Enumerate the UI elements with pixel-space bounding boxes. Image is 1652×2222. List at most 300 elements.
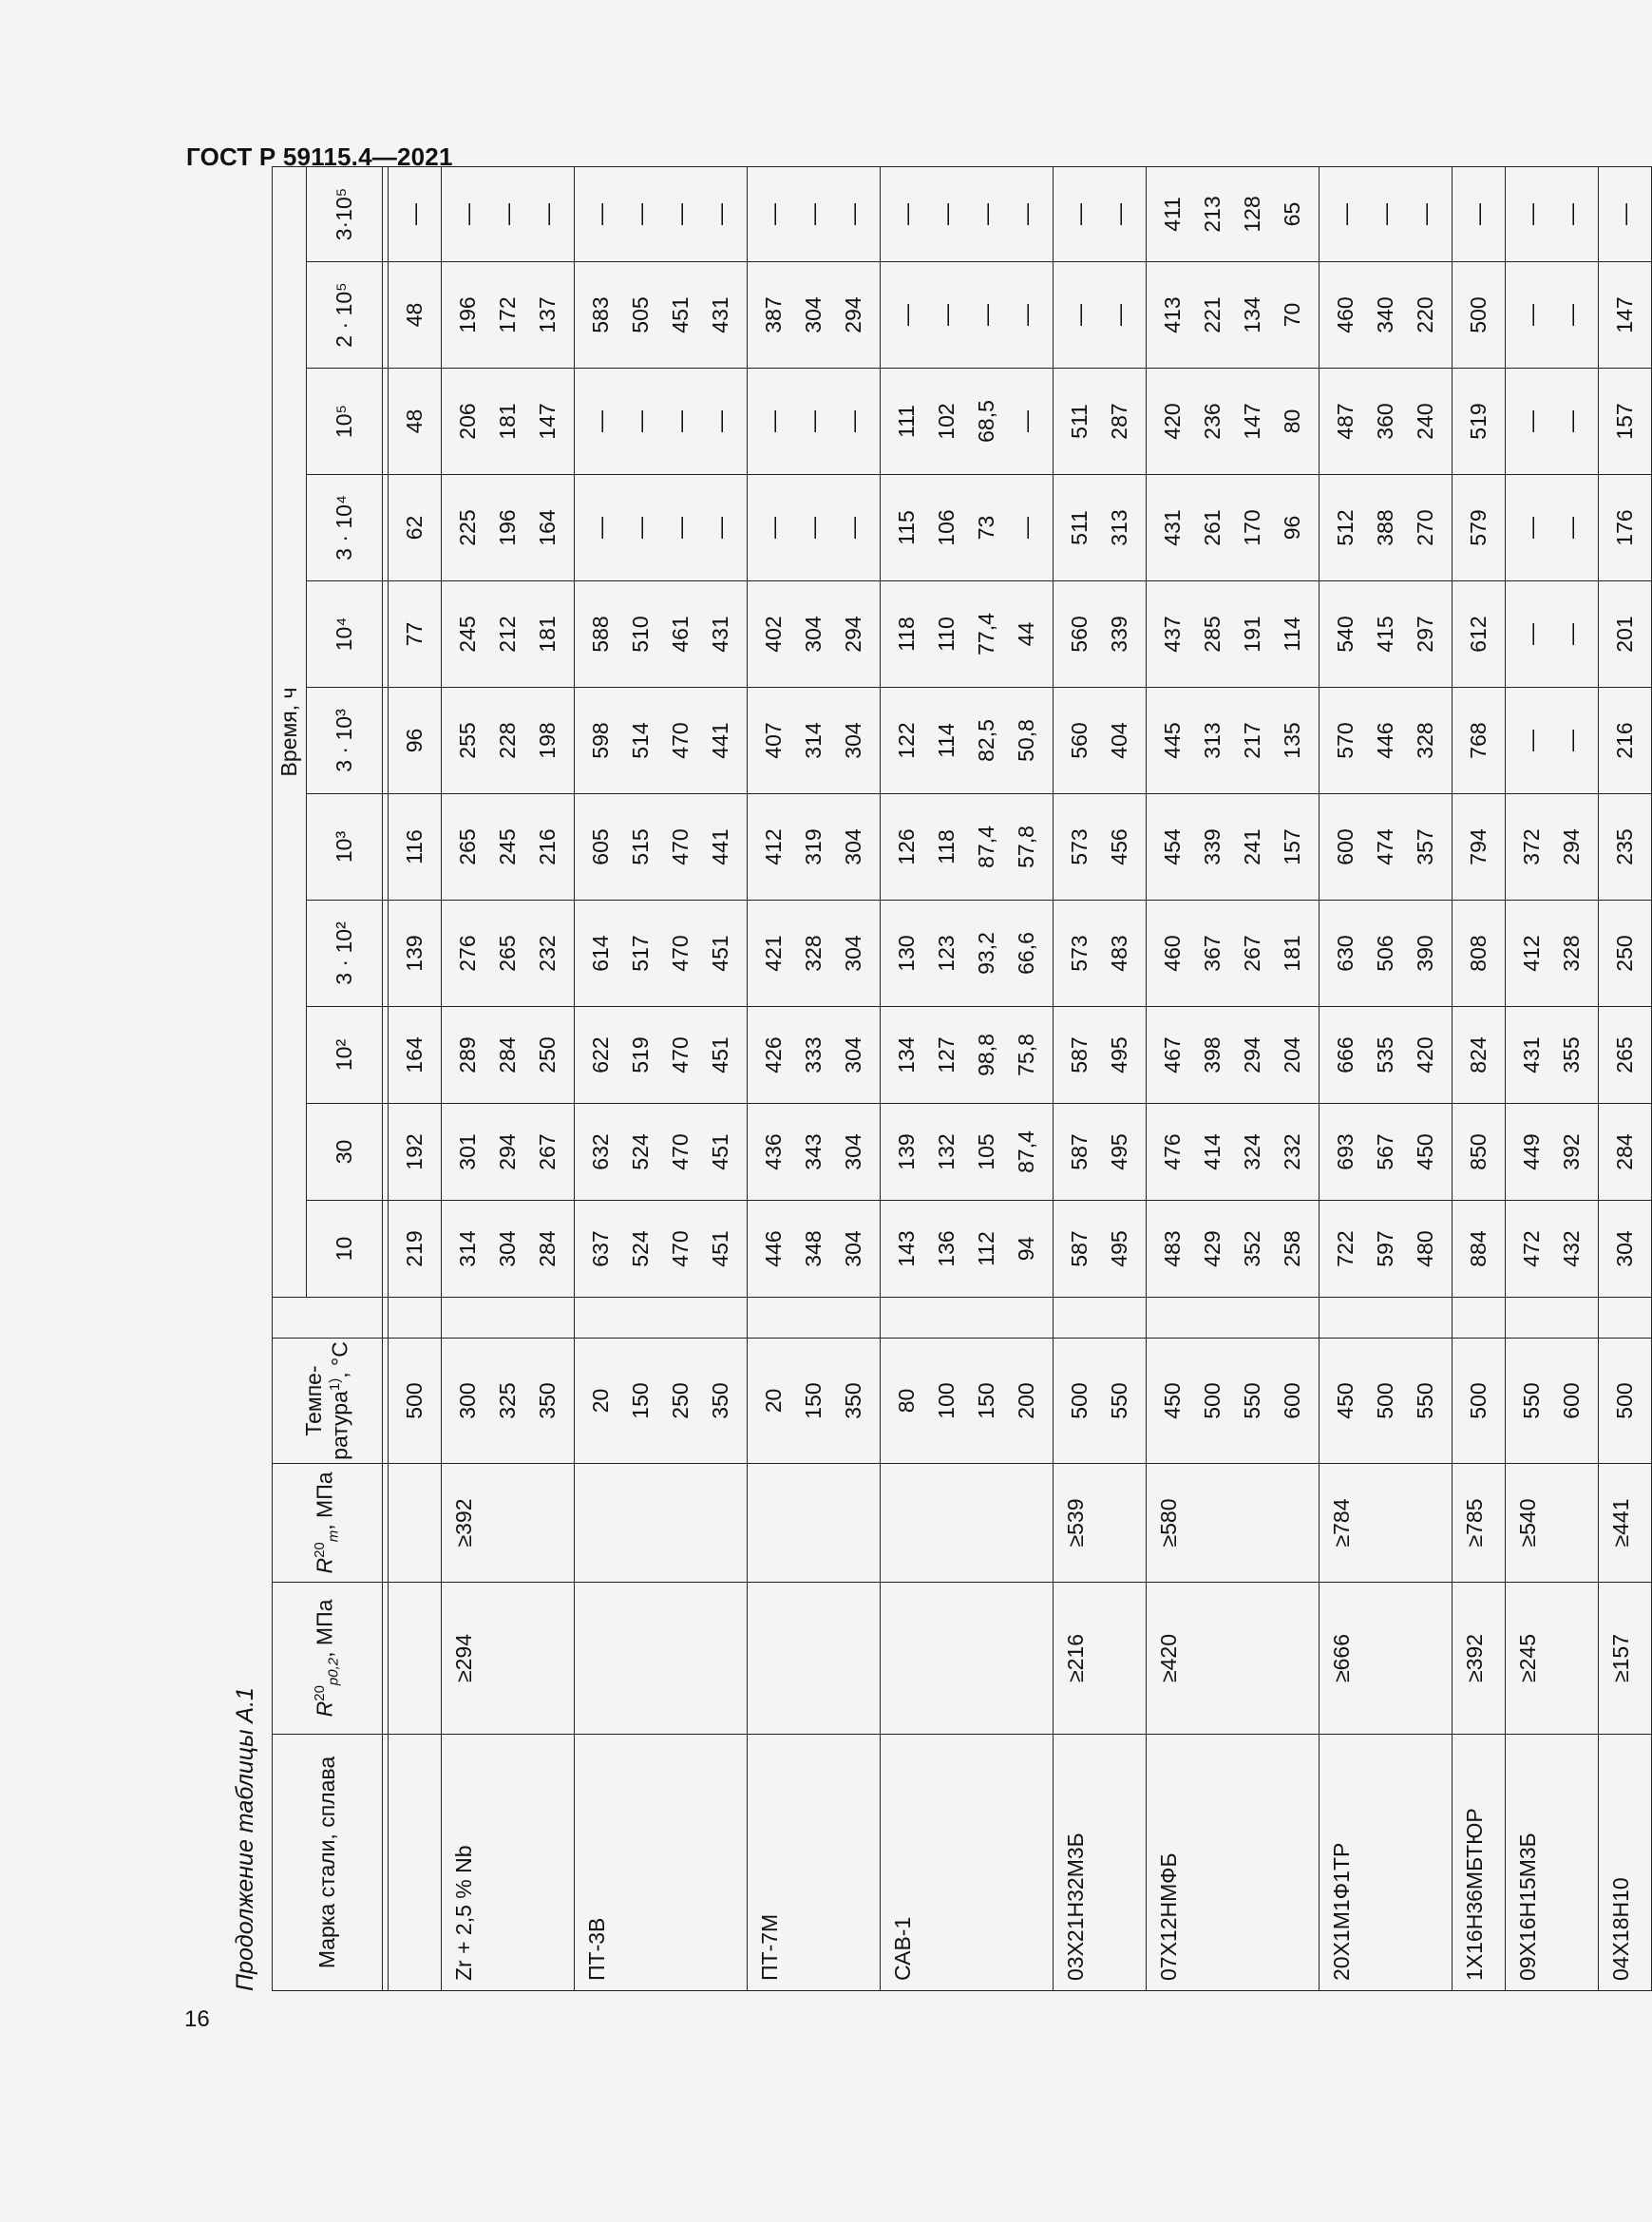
rm-unit: , МПа: [313, 1472, 338, 1530]
strength-value: —: [1466, 202, 1491, 225]
value-cell: [881, 166, 1054, 261]
strength-value: —: [1107, 304, 1131, 326]
strength-value: 116: [402, 829, 427, 864]
header-time-col: 10⁴: [307, 581, 383, 688]
value-cell: [881, 1201, 1054, 1298]
temperature-value: 350: [708, 1382, 732, 1419]
strength-value: 587: [1067, 1036, 1092, 1073]
value-cell: [1599, 794, 1652, 901]
rp02-cell: [575, 1583, 748, 1735]
value-cell: [389, 794, 442, 901]
strength-value: 450: [1413, 1133, 1437, 1170]
value-cell: [1599, 475, 1652, 581]
strength-value: —: [708, 202, 732, 225]
value-cell: [575, 166, 748, 261]
strength-value: 127: [934, 1036, 959, 1073]
strength-value: —: [668, 202, 693, 225]
strength-value: 221: [1200, 296, 1225, 333]
strength-value: —: [1014, 304, 1038, 326]
table-row: [1453, 166, 1506, 1990]
strength-value: 319: [801, 828, 826, 865]
strength-value: 768: [1466, 722, 1491, 759]
strength-value: 487: [1333, 403, 1358, 440]
strength-value: 722: [1333, 1230, 1358, 1267]
value-cell: [442, 262, 575, 369]
strength-value: 304: [841, 935, 865, 972]
strength-value: 304: [841, 1133, 865, 1170]
strength-value: 597: [1373, 1230, 1397, 1267]
value-cell: [1147, 262, 1320, 369]
rm-cell: ≥539: [1054, 1464, 1147, 1583]
strength-value: 630: [1333, 935, 1358, 972]
table-caption: Продолжение таблицы А.1: [232, 1687, 258, 1991]
value-cell: [881, 1104, 1054, 1201]
spacer-cell: [1599, 1298, 1652, 1339]
strength-value: 407: [761, 722, 786, 759]
strength-value: —: [588, 517, 613, 539]
strength-value: 392: [1559, 1133, 1584, 1170]
strength-value: 451: [708, 1230, 732, 1267]
strength-value: 220: [1413, 296, 1437, 333]
rm-cell: ≥580: [1147, 1464, 1320, 1583]
value-cell: [1147, 1007, 1320, 1104]
temperature-value: 325: [495, 1382, 520, 1419]
material-cell: 1Х16Н36МБТЮР: [1453, 1735, 1506, 1991]
value-cell: [1054, 475, 1147, 581]
temperature-value: 550: [1240, 1382, 1264, 1419]
strength-value: 245: [495, 828, 520, 865]
strength-value: 560: [1067, 616, 1092, 653]
value-cell: [1054, 1104, 1147, 1201]
temperature-value: 350: [841, 1382, 865, 1419]
strength-value: 587: [1067, 1133, 1092, 1170]
strength-value: 637: [588, 1230, 613, 1267]
value-cell: [1320, 1007, 1453, 1104]
temperature-value: 250: [668, 1382, 693, 1419]
strength-value: 139: [402, 935, 427, 972]
strength-value: 460: [1333, 296, 1358, 333]
strength-value: 441: [708, 828, 732, 865]
strength-value: 495: [1107, 1230, 1131, 1267]
value-cell: [1506, 1007, 1599, 1104]
strength-value: —: [841, 410, 865, 432]
strength-value: 340: [1373, 296, 1397, 333]
value-cell: [1599, 1007, 1652, 1104]
header-time-col: 10³: [307, 794, 383, 901]
strength-value: 114: [934, 723, 959, 758]
strength-value: —: [588, 410, 613, 432]
strength-value: 420: [1160, 403, 1185, 440]
strength-value: 402: [761, 616, 786, 653]
value-cell: [1453, 1201, 1506, 1298]
table-row: [1054, 166, 1147, 1990]
value-cell: [1147, 901, 1320, 1007]
strength-value: 328: [1559, 935, 1584, 972]
strength-value: 110: [934, 617, 959, 652]
strength-value: —: [668, 517, 693, 539]
temperature-value: 80: [894, 1388, 919, 1414]
strength-value: 73: [974, 515, 998, 541]
value-cell: [1453, 901, 1506, 1007]
strength-value: 265: [455, 828, 480, 865]
strength-value: —: [761, 410, 786, 432]
strength-value: 451: [708, 1133, 732, 1170]
value-cell: [881, 1007, 1054, 1104]
rm-cell: ≥441: [1599, 1464, 1652, 1583]
strength-value: 512: [1333, 509, 1358, 546]
value-cell: [881, 794, 1054, 901]
strength-value: 367: [1200, 935, 1225, 972]
strength-value: 431: [1519, 1036, 1544, 1073]
rm-sub: m: [325, 1529, 342, 1543]
rm-cell: ≥392: [442, 1464, 575, 1583]
value-cell: [1506, 1201, 1599, 1298]
value-cell: [575, 1201, 748, 1298]
value-cell: [748, 794, 881, 901]
strength-value: 414: [1200, 1133, 1225, 1170]
strength-value: 115: [894, 510, 919, 545]
strength-value: 294: [495, 1133, 520, 1170]
strength-value: 467: [1160, 1036, 1185, 1073]
value-cell: [1453, 262, 1506, 369]
strength-value: 415: [1373, 616, 1397, 653]
strength-value: 68,5: [974, 400, 998, 443]
strength-value: 474: [1373, 828, 1397, 865]
header-spacer: [273, 1298, 383, 1339]
value-cell: [1320, 262, 1453, 369]
table-row: [1320, 166, 1453, 1990]
strength-value: 66,6: [1014, 932, 1038, 975]
strength-value: 431: [708, 616, 732, 653]
value-cell: [1599, 166, 1652, 261]
strength-value: 420: [1413, 1036, 1437, 1073]
strength-value: 850: [1466, 1133, 1491, 1170]
value-cell: [1054, 901, 1147, 1007]
value-cell: [748, 581, 881, 688]
strength-value: 147: [1240, 403, 1264, 440]
table-row: [1599, 166, 1652, 1990]
strength-value: 261: [1200, 509, 1225, 546]
value-cell: [1320, 1201, 1453, 1298]
strength-value: 62: [402, 515, 427, 541]
strength-value: 429: [1200, 1230, 1225, 1267]
strength-value: 265: [495, 935, 520, 972]
strength-value: 360: [1373, 403, 1397, 440]
strength-value: 483: [1107, 935, 1131, 972]
strength-value: 413: [1160, 296, 1185, 333]
value-cell: [389, 166, 442, 261]
temperature-value: 20: [761, 1388, 786, 1414]
rp-unit: , МПа: [313, 1599, 338, 1658]
strength-value: 258: [1280, 1230, 1304, 1267]
strength-value: 50,8: [1014, 719, 1038, 762]
value-cell: [1506, 688, 1599, 794]
strength-value: —: [974, 304, 998, 326]
table-body: [383, 166, 1652, 1990]
strength-value: 250: [535, 1036, 560, 1073]
strength-value: 500: [1466, 296, 1491, 333]
strength-value: 573: [1067, 935, 1092, 972]
value-cell: [1453, 688, 1506, 794]
strength-value: 132: [934, 1133, 959, 1170]
strength-value: 48: [402, 408, 427, 434]
strength-value: 198: [535, 722, 560, 759]
strength-value: 622: [588, 1036, 613, 1073]
strength-value: 480: [1413, 1230, 1437, 1267]
strength-value: 44: [1014, 621, 1038, 647]
strength-value: —: [801, 410, 826, 432]
strength-value: —: [1519, 410, 1544, 432]
value-cell: [1320, 688, 1453, 794]
strength-value: 170: [1240, 509, 1264, 546]
strength-value: 287: [1107, 403, 1131, 440]
strength-value: 519: [1466, 403, 1491, 440]
strength-value: —: [801, 202, 826, 225]
page-number: 16: [184, 2006, 210, 2032]
strength-value: —: [708, 410, 732, 432]
strength-value: 339: [1107, 616, 1131, 653]
strength-value: —: [1373, 202, 1397, 225]
strength-value: 524: [628, 1133, 653, 1170]
value-cell: [1147, 794, 1320, 901]
temperature-value: 500: [1067, 1382, 1092, 1419]
rp02-cell: ≥392: [1453, 1583, 1506, 1735]
value-cell: [1453, 475, 1506, 581]
spacer-cell: [1320, 1298, 1453, 1339]
value-cell: [881, 901, 1054, 1007]
value-cell: [881, 581, 1054, 688]
strength-value: 431: [708, 296, 732, 333]
rm-symbol: R: [313, 1557, 338, 1574]
strength-value: 404: [1107, 722, 1131, 759]
temperature-value: 300: [455, 1382, 480, 1419]
strength-value: 241: [1240, 828, 1264, 865]
strength-value: 598: [588, 722, 613, 759]
strength-value: 421: [761, 935, 786, 972]
strength-value: —: [1519, 517, 1544, 539]
strength-value: —: [1559, 730, 1584, 751]
value-cell: [442, 166, 575, 261]
temperature-value: 550: [1413, 1382, 1437, 1419]
spacer-cell: [1453, 1298, 1506, 1339]
strength-value: 511: [1067, 404, 1092, 439]
strength-value: —: [1559, 410, 1584, 432]
value-cell: [1147, 475, 1320, 581]
temperature-value: 150: [801, 1382, 826, 1419]
strength-value: 216: [535, 828, 560, 865]
strength-value: 355: [1559, 1036, 1584, 1073]
value-cell: [442, 475, 575, 581]
value-cell: [1506, 901, 1599, 1007]
rm-cell: [389, 1464, 442, 1583]
strength-value: 157: [1612, 403, 1637, 440]
strength-value: 304: [841, 828, 865, 865]
temp-note: 1): [327, 1377, 344, 1392]
value-cell: [575, 794, 748, 901]
strength-value: 304: [1612, 1230, 1637, 1267]
material-cell: Zr + 2,5 % Nb: [442, 1735, 575, 1991]
temperature-value: 20: [588, 1388, 613, 1414]
strength-value: 483: [1160, 1230, 1185, 1267]
strength-value: 134: [1240, 296, 1264, 333]
value-cell: [1054, 794, 1147, 901]
strength-value: 96: [1280, 515, 1304, 541]
temperature-cell: [881, 1339, 1054, 1464]
temperature-value: 450: [1160, 1382, 1185, 1419]
strength-value: 567: [1373, 1133, 1397, 1170]
value-cell: [442, 1104, 575, 1201]
value-cell: [1320, 581, 1453, 688]
strength-value: 93,2: [974, 932, 998, 975]
strength-value: 519: [628, 1036, 653, 1073]
strength-value: 284: [535, 1230, 560, 1267]
strength-value: 436: [761, 1133, 786, 1170]
header-time-col: 3 · 10⁴: [307, 475, 383, 581]
value-cell: [1453, 166, 1506, 261]
strength-value: 270: [1413, 509, 1437, 546]
temperature-value: 550: [1107, 1382, 1131, 1419]
value-cell: [575, 1007, 748, 1104]
strength-value: 412: [1519, 935, 1544, 972]
strength-value: 294: [1240, 1036, 1264, 1073]
strength-value: —: [402, 202, 427, 225]
strength-value: 511: [1067, 510, 1092, 545]
strength-value: 612: [1466, 616, 1491, 653]
strength-value: 437: [1160, 616, 1185, 653]
strength-value: 348: [801, 1230, 826, 1267]
value-cell: [881, 369, 1054, 475]
header-time-col: 10: [307, 1201, 383, 1298]
strength-value: —: [708, 517, 732, 539]
value-cell: [575, 262, 748, 369]
material-cell: 09Х16Н15М3Б: [1506, 1735, 1599, 1991]
strength-value: 495: [1107, 1133, 1131, 1170]
value-cell: [1453, 1007, 1506, 1104]
material-cell: 20Х1М1Ф1ТР: [1320, 1735, 1453, 1991]
strength-value: 824: [1466, 1036, 1491, 1073]
strength-value: 304: [841, 722, 865, 759]
strength-value: 112: [974, 1231, 998, 1266]
temperature-value: 500: [1200, 1382, 1225, 1419]
strength-value: 304: [841, 1036, 865, 1073]
strength-value: 587: [1067, 1230, 1092, 1267]
temperature-value: 350: [535, 1382, 560, 1419]
strength-value: 217: [1240, 722, 1264, 759]
strength-value: 147: [535, 403, 560, 440]
value-cell: [442, 901, 575, 1007]
table-row: [1147, 166, 1320, 1990]
rp-sup: 20: [312, 1685, 329, 1701]
strength-value: 387: [761, 296, 786, 333]
strength-value: 75,8: [1014, 1034, 1038, 1076]
rp-sub: p0,2: [325, 1657, 342, 1686]
value-cell: [1453, 581, 1506, 688]
material-cell: 03Х21Н32М3Б: [1054, 1735, 1147, 1991]
value-cell: [1453, 794, 1506, 901]
strength-value: —: [801, 517, 826, 539]
temperature-cell: [1599, 1339, 1652, 1464]
strength-value: 454: [1160, 828, 1185, 865]
strength-value: 201: [1612, 616, 1637, 653]
strength-value: 451: [668, 296, 693, 333]
strength-value: 470: [668, 1036, 693, 1073]
strength-value: 808: [1466, 935, 1491, 972]
strength-value: 147: [1612, 296, 1637, 333]
strength-value: 583: [588, 296, 613, 333]
header-time-col: 2 · 10⁵: [307, 262, 383, 369]
strength-value: 357: [1413, 828, 1437, 865]
temperature-value: 600: [1559, 1382, 1584, 1419]
strength-value: —: [1014, 517, 1038, 539]
temperature-value: 450: [1333, 1382, 1358, 1419]
strength-value: 470: [668, 1230, 693, 1267]
value-cell: [442, 1201, 575, 1298]
temperature-value: 500: [1373, 1382, 1397, 1419]
value-cell: [1147, 1104, 1320, 1201]
value-cell: [1147, 688, 1320, 794]
value-cell: [1054, 166, 1147, 261]
header-temperature: [273, 1339, 383, 1464]
creep-strength-table: [272, 166, 1652, 1991]
strength-value: 240: [1413, 403, 1437, 440]
table-row: [575, 166, 748, 1990]
value-cell: [575, 1104, 748, 1201]
strength-value: —: [1519, 304, 1544, 326]
value-cell: [1599, 1201, 1652, 1298]
value-cell: [748, 1104, 881, 1201]
strength-value: 267: [1240, 935, 1264, 972]
value-cell: [575, 581, 748, 688]
value-cell: [1506, 1104, 1599, 1201]
value-cell: [748, 262, 881, 369]
header-rp02: [273, 1583, 383, 1735]
strength-value: 570: [1333, 722, 1358, 759]
strength-value: 352: [1240, 1230, 1264, 1267]
strength-value: 139: [894, 1133, 919, 1170]
value-cell: [389, 1007, 442, 1104]
strength-value: 143: [894, 1230, 919, 1267]
strength-value: 600: [1333, 828, 1358, 865]
header-time-col: 3 · 10³: [307, 688, 383, 794]
temperature-cell: [1054, 1339, 1147, 1464]
strength-value: 225: [455, 509, 480, 546]
value-cell: [1054, 581, 1147, 688]
header-time-col: 10⁵: [307, 369, 383, 475]
value-cell: [1506, 794, 1599, 901]
strength-value: —: [841, 517, 865, 539]
strength-value: 510: [628, 616, 653, 653]
strength-value: 388: [1373, 509, 1397, 546]
strength-value: 313: [1200, 722, 1225, 759]
strength-value: 304: [801, 616, 826, 653]
rm-cell: [881, 1464, 1054, 1583]
strength-value: —: [535, 202, 560, 225]
strength-value: 77,4: [974, 613, 998, 655]
strength-value: —: [628, 202, 653, 225]
strength-value: 313: [1107, 509, 1131, 546]
table-row: [881, 166, 1054, 1990]
value-cell: [389, 262, 442, 369]
strength-value: 426: [761, 1036, 786, 1073]
strength-value: 632: [588, 1133, 613, 1170]
strength-value: 128: [1240, 196, 1264, 233]
strength-value: 219: [402, 1230, 427, 1267]
temperature-value: 500: [1612, 1382, 1637, 1419]
strength-value: 304: [495, 1230, 520, 1267]
strength-value: 105: [974, 1133, 998, 1170]
strength-value: 333: [801, 1036, 826, 1073]
strength-value: 884: [1466, 1230, 1491, 1267]
